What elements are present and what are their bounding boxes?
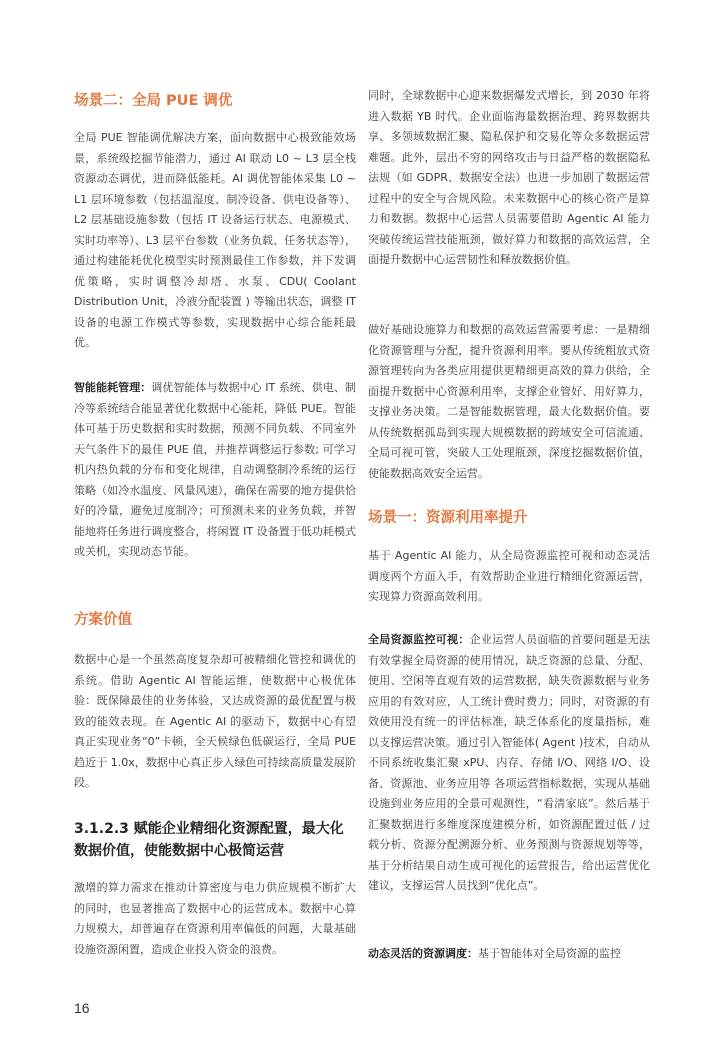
global-monitoring-label: 全局资源监控可视： <box>368 633 470 646</box>
heading-section-3-1-2-3: 3.1.2.3 赋能企业精细化资源配置，最大化数据价值，使能数据中心极简运营 <box>74 821 344 859</box>
energy-management-text: 调优智能体与数据中心 IT 系统、供电、制冷等系统结合能显著优化数据中心能耗，降低 PUE。智能体可基于历史数据和实时数据，预测不同负载、不同室外天气条件下的最佳 PUE 值，并推荐调整运行参数; 可学习机内热负载的分布和变化规律，自动调整制冷系统的运行策略（如冷水温度、风量风速），确保在需要的地方提供恰好的冷量，避免过度制冷；可预测未来的业务负载，并智能地将任务进行调度整合，将闲置 IT 设备置于低功耗模式或关机，实现动态节能。 <box>74 381 356 558</box>
page-number: 16 <box>74 1000 90 1016</box>
paragraph-dynamic-scheduling <box>368 944 650 965</box>
paragraph-data-growth: 同时，全球数据中心迎来数据爆发式增长，到 2030 年将进入数据 YB 时代。企业面临海量数据治理、跨界数据共享、多领域数据汇聚、隐私保护和交易化等众多数据运营难题。此外，层出不穷的网络攻击与日益严格的数据隐私法规（如 GDPR、数据安全法）也进一步加剧了数据运营过程中的安全与合规风险。未来数据中心的核心资产是算力和数据。数据中心运营人员需要借助 Agentic AI 能力突破传统运营技能瓶颈，做好算力和数据的高效运营，全面提升数据中心运营韧性和释放数据价值。 <box>368 89 650 266</box>
dynamic-scheduling-text: 基于智能体对全局资源的监控 <box>478 947 621 960</box>
heading-resource-utilization: 场景一：资源利用率提升 <box>368 510 528 526</box>
paragraph-solution-value: 数据中心是一个虽然高度复杂却可被精细化管控和调优的系统。借助 Agentic AI 智能运维，使数据中心极优体验：既保障最佳的业务体验，又达成资源的最优配置与极致的能效表现。在 Agentic AI 的驱动下，数据中心有望真正实现业务“0”卡顿，全天候绿色低碳运行，全局 PUE 趋近于 1.0x，数据中心真正步入绿色可持续高质量发展阶段。 <box>74 653 356 789</box>
dynamic-scheduling-label: 动态灵活的资源调度： <box>368 947 478 960</box>
global-monitoring-text: 企业运营人员面临的首要问题是无法有效掌握全局资源的使用情况，缺乏资源的总量、分配、使用、空闲等直观有效的运营数据，缺失资源数据与业务应用的有效对应，人工统计费时费力；同时，对资源的有效使用没有统一的评估标准，缺乏体系化的度量指标，难以支撑运营决策。通过引入智能体( Agent )技术，自动从不同系统收集汇聚 xPU、内存、存储 I/O、网络 I/O、设备、资源池、业务应用等 各项运营指标数据，实现从基础设施到业务应用的全景可观测性，“看清家底”。然后基于汇聚数据进行多维度深度建模分析，如资源配置过低 / 过载分析、资源分配溯源分析、业务预测与资源规划等等，基于分析结果自动生成可视化的运营报告，给出运营优化建议，支撑运营人员找到“优化点”。 <box>368 633 650 892</box>
paragraph-global-monitoring <box>368 630 650 897</box>
heading-pue-tuning: 场景二：全局 PUE 调优 <box>74 93 233 109</box>
paragraph-pue: 全局 PUE 智能调优解决方案，面向数据中心极致能效场景，系统级挖掘节能潜力，通过 AI 联动 L0 ~ L3 层全栈资源动态调优，进而降低能耗。AI 调优智能体采集 L0 ~ L1 层环境参数（包括温湿度、制冷设备、供电设备等）、L2 层基础设施参数（包括 IT 设备运行状态、电源模式、实时功率等）、L3 层平台参数（业务负载、任务状态等），通过构建能耗优化模型实时预测最佳工作参数，并下发调优策略，实时调整冷却塔、水泵、CDU( Coolant Distribution Unit，冷液分配装置 ) 等输出状态，调整 IT 设备的电源工作模式等参数，实现数据中心综合能耗最优。 <box>74 131 356 349</box>
paragraph-section-intro: 激增的算力需求在推动计算密度与电力供应规模不断扩大的同时，也显著推高了数据中心的运营成本。数据中心算力规模大，却普遍存在资源利用率偏低的问题，大量基础设施资源闲置，造成企业投入资金的浪费。 <box>74 881 356 956</box>
paragraph-energy-management <box>74 378 356 563</box>
paragraph-considerations: 做好基础设施算力和数据的高效运营需要考虑：一是精细化资源管理与分配，提升资源利用率。要从传统粗放式资源管理转向为各类应用提供更精细更高效的算力供给，全面提升数据中心资源利用率，支撑企业管好、用好算力，支撑业务决策。二是智能数据管理，最大化数据价值。要从传统数据孤岛到实现大规模数据的跨域安全可信流通、全局可视可管，突破人工处理瓶颈，深度挖掘数据价值，使能数据高效安全运营。 <box>368 323 650 480</box>
heading-solution-value: 方案价值 <box>74 612 132 628</box>
energy-management-label: 智能能耗管理： <box>74 381 152 394</box>
paragraph-scene1-intro: 基于 Agentic AI 能力，从全局资源监控可视和动态灵活调度两个方面入手，有效帮助企业进行精细化资源运营，实现算力资源高效利用。 <box>368 549 650 603</box>
